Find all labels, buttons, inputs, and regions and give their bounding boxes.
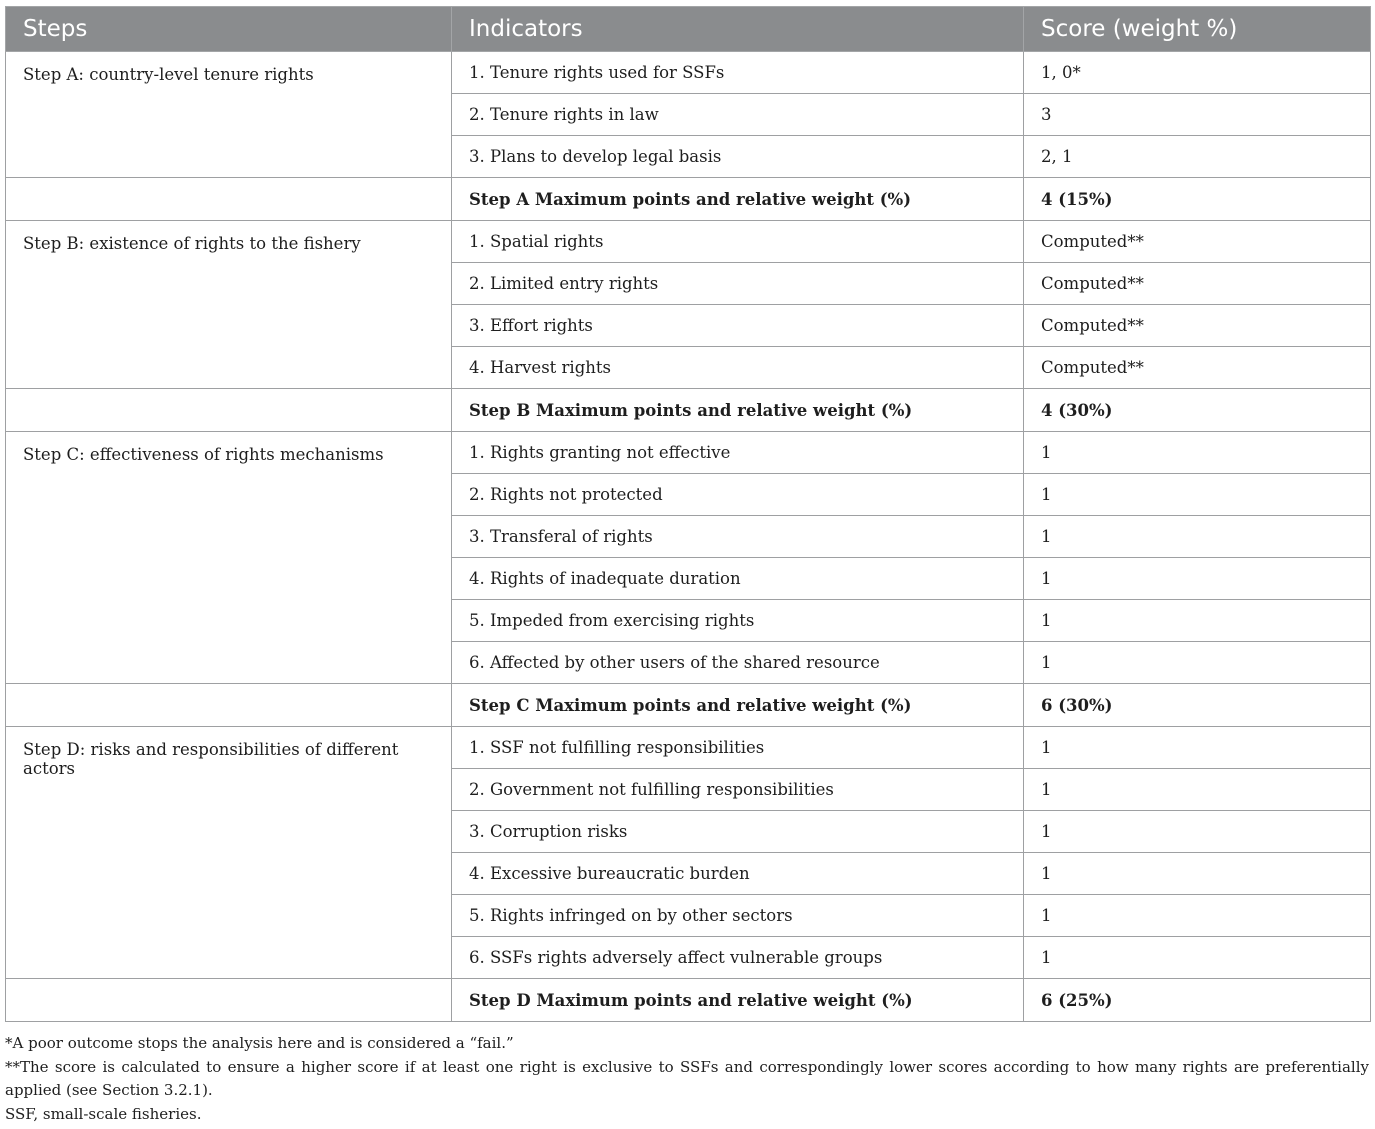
step-d-summary-row: [6, 979, 1371, 1022]
header-score: Score (weight %): [1024, 7, 1371, 52]
footnote-computed: **The score is calculated to ensure a higher score if at least one right is exclusive to SSFs and correspondingly lower scores according to how many rights are preferentially applied (see Section 3.2.1).: [5, 1057, 1369, 1099]
step-a-label: Step A: country-level tenure rights: [6, 52, 452, 178]
score-cell: 3: [1024, 94, 1371, 136]
score-cell: 1: [1024, 432, 1371, 474]
score-cell: 1: [1024, 853, 1371, 895]
score-cell: Computed**: [1024, 263, 1371, 305]
score-cell: Computed**: [1024, 347, 1371, 389]
scoring-table: [5, 6, 1371, 1022]
summary-score: 4 (15%): [1024, 178, 1371, 221]
indicator-cell: 1. SSF not fulfilling responsibilities: [452, 727, 1024, 769]
summary-score: 6 (30%): [1024, 684, 1371, 727]
indicator-cell: 6. SSFs rights adversely affect vulnerable groups: [452, 937, 1024, 979]
score-cell: 1: [1024, 727, 1371, 769]
score-cell: 1, 0*: [1024, 52, 1371, 94]
empty-cell: [6, 684, 452, 727]
footnotes: [5, 1032, 1369, 1126]
score-cell: 1: [1024, 811, 1371, 853]
step-c-summary-row: [6, 684, 1371, 727]
step-b-summary-row: [6, 389, 1371, 432]
header-indicators: Indicators: [452, 7, 1024, 52]
summary-label: Step B Maximum points and relative weight (%): [452, 389, 1024, 432]
table-body: [6, 52, 1371, 1022]
indicator-cell: 4. Rights of inadequate duration: [452, 558, 1024, 600]
table-row: [6, 221, 1371, 263]
score-cell: 2, 1: [1024, 136, 1371, 178]
score-cell: Computed**: [1024, 305, 1371, 347]
indicator-cell: 1. Rights granting not effective: [452, 432, 1024, 474]
indicator-cell: 4. Excessive bureaucratic burden: [452, 853, 1024, 895]
footnote-abbreviation: SSF, small-scale fisheries.: [5, 1104, 202, 1123]
indicator-cell: 2. Tenure rights in law: [452, 94, 1024, 136]
footnote-fail: *A poor outcome stops the analysis here and is considered a “fail.”: [5, 1034, 514, 1052]
summary-score: 6 (25%): [1024, 979, 1371, 1022]
summary-score: 4 (30%): [1024, 389, 1371, 432]
score-cell: 1: [1024, 516, 1371, 558]
step-a-summary-row: [6, 178, 1371, 221]
score-cell: 1: [1024, 937, 1371, 979]
indicator-cell: 3. Effort rights: [452, 305, 1024, 347]
summary-label: Step D Maximum points and relative weight (%): [452, 979, 1024, 1022]
step-c-label: Step C: effectiveness of rights mechanisms: [6, 432, 452, 684]
summary-label: Step A Maximum points and relative weight (%): [452, 178, 1024, 221]
score-cell: 1: [1024, 769, 1371, 811]
indicator-cell: 2. Rights not protected: [452, 474, 1024, 516]
score-cell: 1: [1024, 895, 1371, 937]
header-steps: Steps: [6, 7, 452, 52]
step-d-label: Step D: risks and responsibilities of different actors: [6, 727, 452, 979]
indicator-cell: 1. Spatial rights: [452, 221, 1024, 263]
header-row: [6, 7, 1371, 52]
table-row: [6, 52, 1371, 94]
score-cell: 1: [1024, 474, 1371, 516]
indicator-cell: 3. Plans to develop legal basis: [452, 136, 1024, 178]
score-cell: 1: [1024, 600, 1371, 642]
table-row: [6, 727, 1371, 769]
indicator-cell: 2. Limited entry rights: [452, 263, 1024, 305]
indicator-cell: 2. Government not fulfilling responsibilities: [452, 769, 1024, 811]
indicator-cell: 5. Rights infringed on by other sectors: [452, 895, 1024, 937]
summary-label: Step C Maximum points and relative weight (%): [452, 684, 1024, 727]
step-b-label: Step B: existence of rights to the fishery: [6, 221, 452, 389]
empty-cell: [6, 178, 452, 221]
indicator-cell: 6. Affected by other users of the shared resource: [452, 642, 1024, 684]
empty-cell: [6, 389, 452, 432]
empty-cell: [6, 979, 452, 1022]
table-row: [6, 432, 1371, 474]
score-cell: 1: [1024, 558, 1371, 600]
score-cell: 1: [1024, 642, 1371, 684]
indicator-cell: 4. Harvest rights: [452, 347, 1024, 389]
indicator-cell: 3. Corruption risks: [452, 811, 1024, 853]
indicator-cell: 1. Tenure rights used for SSFs: [452, 52, 1024, 94]
indicator-cell: 3. Transferal of rights: [452, 516, 1024, 558]
indicator-cell: 5. Impeded from exercising rights: [452, 600, 1024, 642]
score-cell: Computed**: [1024, 221, 1371, 263]
